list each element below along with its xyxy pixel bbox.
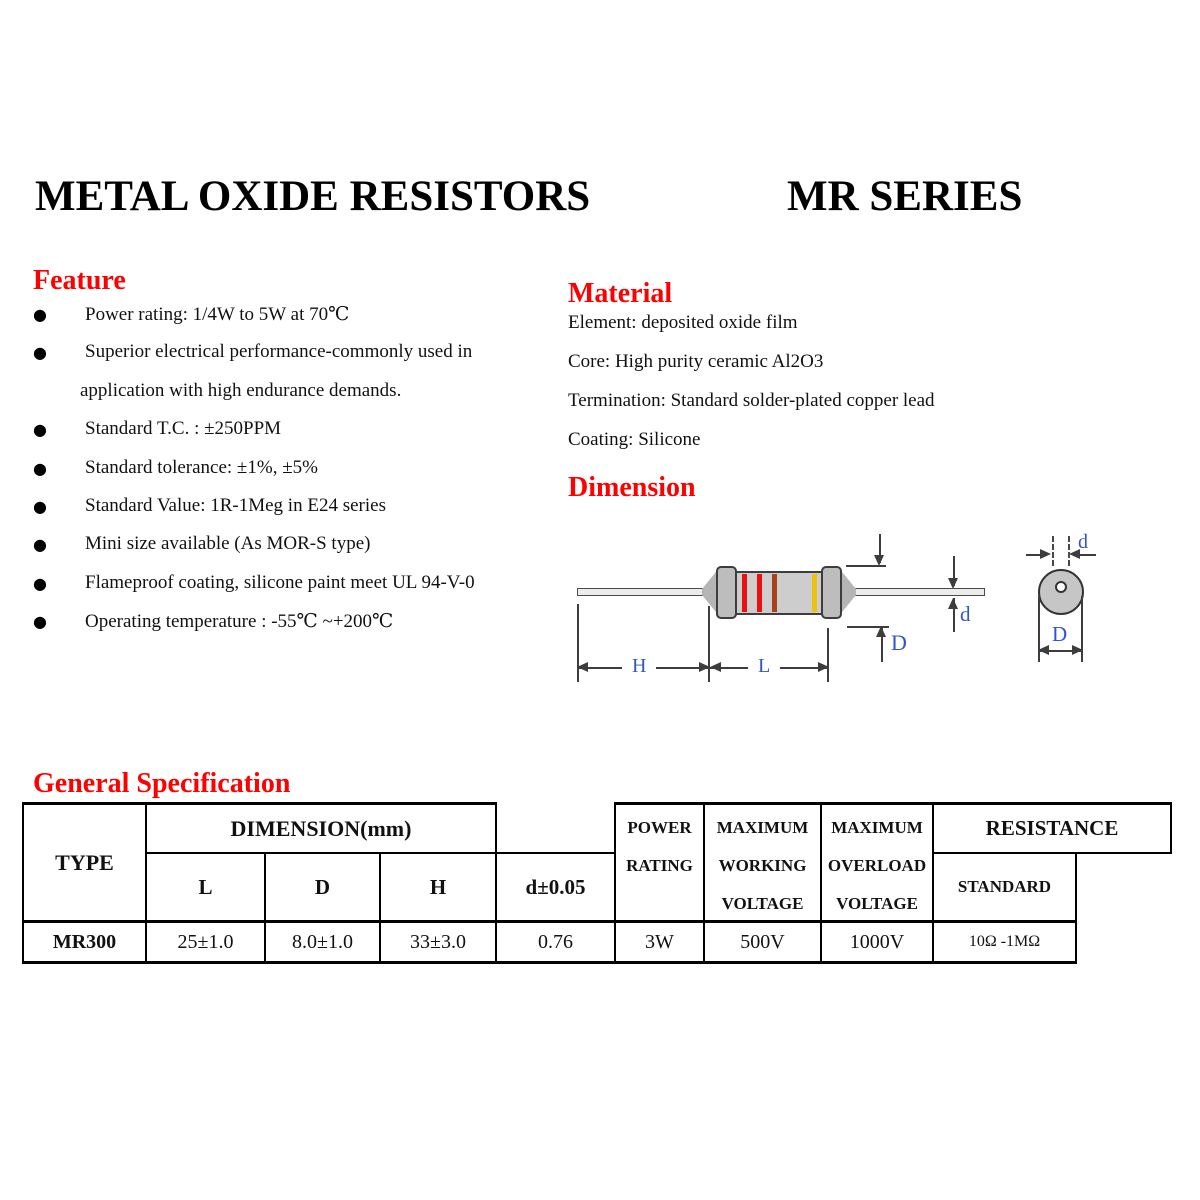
feature-item [33,341,513,379]
arrow-down-icon [948,578,958,589]
label-H: H [622,656,656,676]
table-header-max-overload-voltage [820,802,934,922]
table-header-standard: STANDARD [932,852,1077,922]
material-list [568,312,988,468]
resistor-band-red-1 [742,574,747,612]
feature-item [33,533,513,571]
bullet-icon: ● [33,343,47,363]
arrow-up-icon [948,598,958,609]
resistor-band-yellow [812,574,817,612]
resistor-dimension-diagram [560,530,1120,692]
label-d-end: d [1078,531,1088,553]
table-header-resistance: RESISTANCE [932,802,1172,854]
lead-left [577,588,714,596]
feature-item-text: application with high endurance demands. [80,379,402,401]
label-L: L [748,656,780,676]
bullet-icon: ● [33,573,47,593]
resistor-band-red-2 [757,574,762,612]
table-cell-d-tolerance: 0.76 [495,920,616,964]
feature-item [33,303,513,341]
header-line: RATING [626,856,693,875]
dimension-heading: Dimension [568,472,696,503]
feature-heading: Feature [33,265,126,296]
material-item: Element: deposited oxide film [568,312,798,333]
label-D-side: D [891,630,907,655]
feature-item-continuation [33,380,513,418]
table-header-type: TYPE [22,802,147,922]
table-cell-overload-voltage: 1000V [820,920,934,964]
header-line: VOLTAGE [721,894,804,913]
feature-item [33,572,513,610]
table-header-max-working-voltage [703,802,822,922]
arrow-down-icon [874,555,884,566]
header-line: MAXIMUM [716,818,809,837]
feature-item-text: Power rating: 1/4W to 5W at 70℃ [85,304,350,325]
feature-item-text: Mini size available (As MOR-S type) [85,533,371,555]
header-line: OVERLOAD [827,856,927,875]
table-cell-H: 33±3.0 [379,920,497,964]
extension-line-right [827,628,829,682]
feature-item [33,610,513,648]
dim-line-d-end-right [1080,554,1096,556]
feature-item-text: Superior electrical performance-commonly used in [85,341,473,363]
label-D-end: D [1052,622,1068,646]
header-line: WORKING [718,856,807,875]
feature-item-text: Operating temperature : -55℃ ~+200℃ [85,611,394,633]
header-line: POWER [627,818,692,837]
arrow-left-icon [1038,645,1049,655]
bullet-icon: ● [33,612,47,632]
resistor-cap-left [716,566,737,619]
material-item: Coating: Silicone [568,429,701,450]
arrow-right-icon [1040,549,1051,559]
table-header-power-rating [614,802,705,922]
feature-item-text: Standard T.C. : ±250PPM [85,418,282,440]
feature-item-text: Standard tolerance: ±1%, ±5% [85,456,318,478]
dim-tick-left [1052,536,1054,566]
specification-table [22,802,1172,964]
bullet-icon: ● [33,535,47,555]
feature-item [33,495,513,533]
header-line: VOLTAGE [836,894,918,913]
resistor-band-brown [772,574,777,612]
feature-item [33,457,513,495]
material-item: Core: High purity ceramic Al2O3 [568,351,824,372]
resistor-cap-right [821,566,842,619]
feature-item-text: Standard Value: 1R-1Meg in E24 series [85,494,386,516]
table-cell-L: 25±1.0 [145,920,266,964]
table-cell-D: 8.0±1.0 [264,920,381,964]
lead-right [845,588,985,596]
table-header-d-tolerance: d±0.05 [495,852,616,922]
material-item: Termination: Standard solder-plated copper lead [568,390,935,411]
table-cell-working-voltage: 500V [703,920,822,964]
table-cell-power: 3W [614,920,705,964]
bullet-icon: ● [33,496,47,516]
table-cell-type: MR300 [22,920,147,964]
lead-hole [1055,581,1067,593]
header-line: MAXIMUM [831,818,923,837]
table-header-D: D [264,852,381,922]
arrow-left-icon [710,662,721,672]
bullet-icon: ● [33,420,47,440]
arrow-left-icon [577,662,588,672]
table-header-L: L [145,852,266,922]
material-heading: Material [568,278,673,309]
general-specification-heading: General Specification [33,768,291,799]
arrow-up-icon [876,626,886,637]
table-header-dimension: DIMENSION(mm) [145,802,497,854]
table-cell-resistance: 10Ω -1MΩ [932,920,1077,964]
feature-list [33,303,513,649]
series-title: MR SERIES [787,173,1023,220]
arrow-right-icon [1072,645,1083,655]
bullet-icon: ● [33,458,47,478]
bullet-icon: ● [33,305,47,324]
feature-item [33,418,513,456]
label-d-side: d [960,602,971,626]
arrow-right-icon [818,662,829,672]
page-title: METAL OXIDE RESISTORS [35,173,591,220]
feature-item-text: Flameproof coating, silicone paint meet UL 94-V-0 [85,571,475,593]
table-header-H: H [379,852,497,922]
